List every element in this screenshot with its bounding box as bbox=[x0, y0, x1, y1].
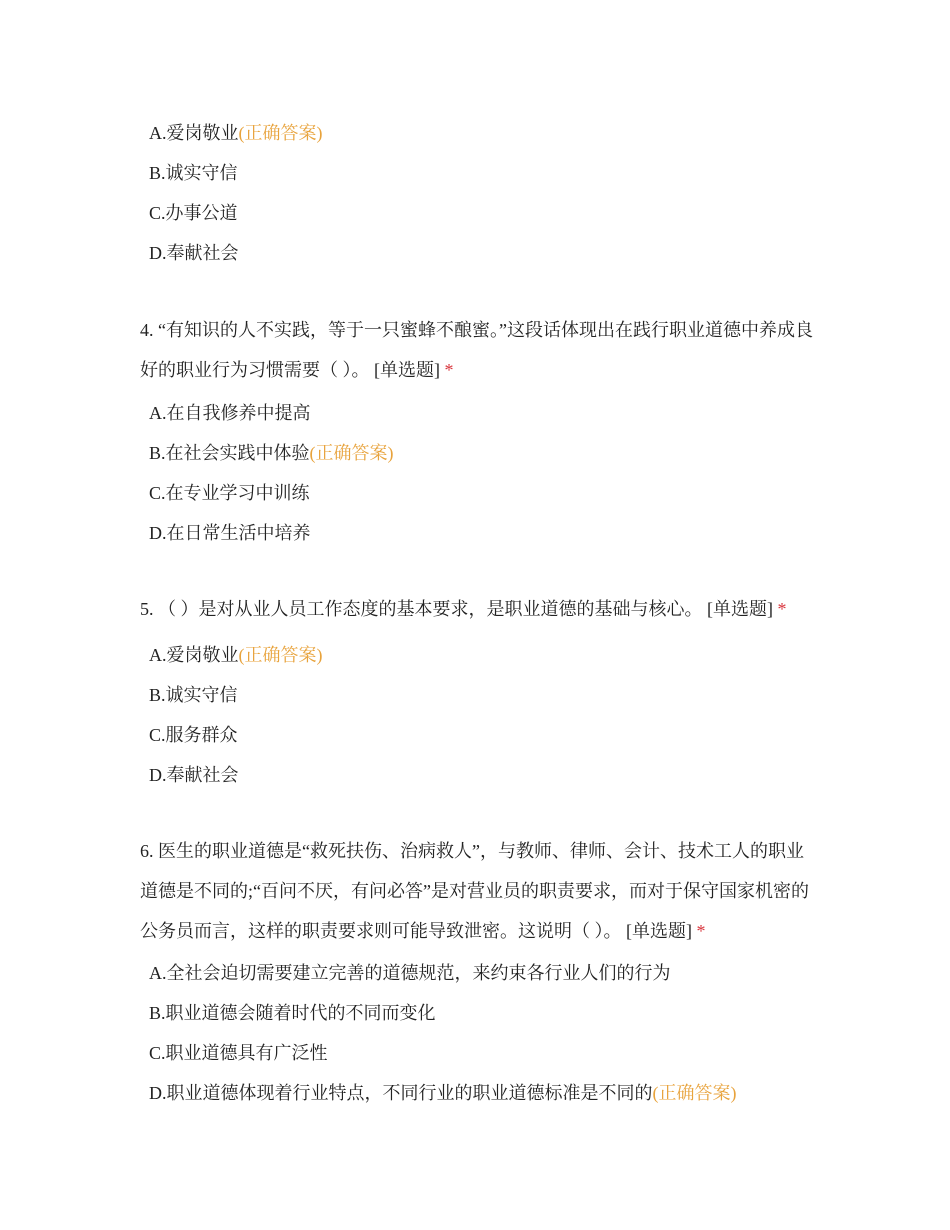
option-label: A.在自我修养中提高 bbox=[149, 403, 311, 423]
option-label: C.服务群众 bbox=[149, 725, 238, 745]
question-text: 4. “有知识的人不实践，等于一只蜜蜂不酿蜜。”这段话体现出在践行职业道德中养成良好的职业行为习惯需要（ ）。 bbox=[140, 320, 813, 380]
option-label: B.诚实守信 bbox=[149, 685, 238, 705]
q5-option-d[interactable] bbox=[149, 763, 239, 787]
q5-option-b[interactable] bbox=[149, 683, 238, 707]
required-star: * bbox=[696, 921, 706, 941]
option-label: D.奉献社会 bbox=[149, 765, 239, 785]
correct-answer-mark: (正确答案) bbox=[652, 1083, 737, 1103]
question-type-tag: [单选题] bbox=[626, 921, 692, 941]
q4-option-a[interactable] bbox=[149, 401, 311, 425]
option-label: D.职业道德体现着行业特点，不同行业的职业道德标准是不同的 bbox=[149, 1083, 653, 1103]
correct-answer-mark: (正确答案) bbox=[238, 123, 323, 143]
q6-option-d[interactable] bbox=[149, 1081, 737, 1105]
question-type-tag: [单选题] bbox=[374, 360, 440, 380]
q6-option-c[interactable] bbox=[149, 1041, 328, 1065]
question-text: 5. （ ）是对从业人员工作态度的基本要求，是职业道德的基础与核心。 bbox=[140, 599, 703, 619]
question-type-tag: [单选题] bbox=[707, 599, 773, 619]
q3-option-a[interactable] bbox=[149, 121, 323, 145]
option-label: D.奉献社会 bbox=[149, 243, 239, 263]
q4-option-d[interactable] bbox=[149, 521, 311, 545]
option-label: B.在社会实践中体验 bbox=[149, 443, 310, 463]
option-label: C.办事公道 bbox=[149, 203, 238, 223]
q5-option-a[interactable] bbox=[149, 643, 323, 667]
option-label: B.诚实守信 bbox=[149, 163, 238, 183]
q4-option-b[interactable] bbox=[149, 441, 394, 465]
q5-stem bbox=[140, 589, 820, 629]
option-label: C.在专业学习中训练 bbox=[149, 483, 310, 503]
option-label: A.全社会迫切需要建立完善的道德规范，来约束各行业人们的行为 bbox=[149, 963, 671, 983]
correct-answer-mark: (正确答案) bbox=[309, 443, 394, 463]
option-label: A.爱岗敬业 bbox=[149, 645, 239, 665]
option-label: D.在日常生活中培养 bbox=[149, 523, 311, 543]
q4-option-c[interactable] bbox=[149, 481, 310, 505]
q3-option-b[interactable] bbox=[149, 161, 238, 185]
q3-option-d[interactable] bbox=[149, 241, 239, 265]
option-label: C.职业道德具有广泛性 bbox=[149, 1043, 328, 1063]
q5-option-c[interactable] bbox=[149, 723, 238, 747]
required-star: * bbox=[444, 360, 454, 380]
q4-stem bbox=[140, 310, 820, 390]
q6-option-a[interactable] bbox=[149, 961, 671, 985]
option-label: A.爱岗敬业 bbox=[149, 123, 239, 143]
required-star: * bbox=[777, 599, 787, 619]
correct-answer-mark: (正确答案) bbox=[238, 645, 323, 665]
q6-stem bbox=[140, 831, 820, 951]
q3-option-c[interactable] bbox=[149, 201, 238, 225]
q6-option-b[interactable] bbox=[149, 1001, 436, 1025]
option-label: B.职业道德会随着时代的不同而变化 bbox=[149, 1003, 436, 1023]
question-text: 6. 医生的职业道德是“救死扶伤、治病救人”，与教师、律师、会计、技术工人的职业道德是不同的;“百问不厌，有问必答”是对营业员的职责要求，而对于保守国家机密的公务员而言，这样的职责要求则可能导致泄密。这说明（ ）。 bbox=[140, 841, 809, 941]
